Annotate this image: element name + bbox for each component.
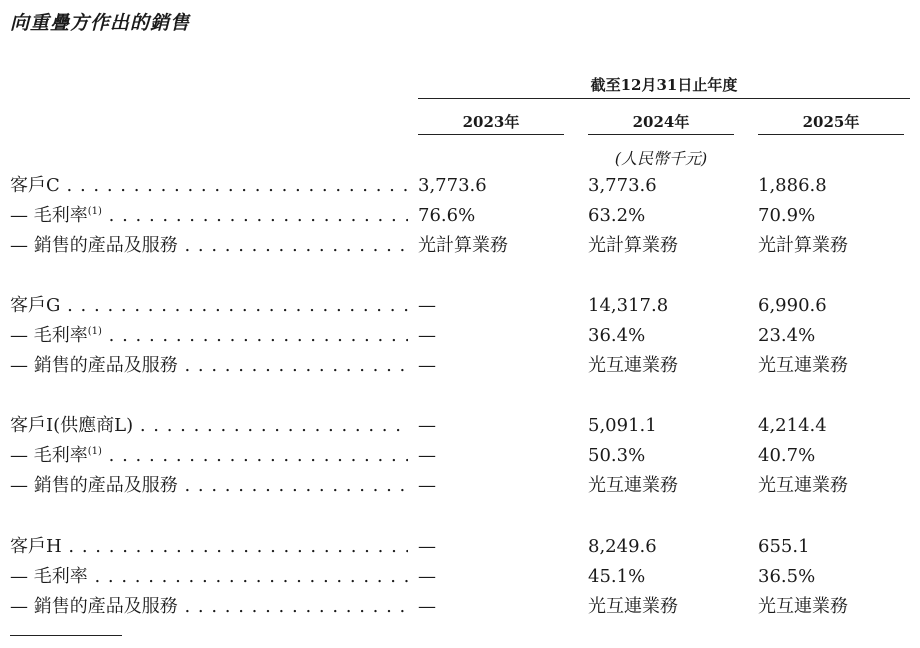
year-rule-2023 — [418, 134, 564, 135]
product-2024: 光互連業務 — [588, 355, 678, 376]
gross-margin-label: — 毛利率$^{(1)}$ . . . — [10, 443, 408, 469]
product-2025: 光互連業務 — [758, 355, 848, 376]
product-2024: 光互連業務 — [588, 596, 678, 617]
product-2024: 光計算業務 — [588, 235, 678, 256]
footnote-marker: (1) — [87, 446, 102, 457]
customer-name: 客戶H . . . — [10, 534, 408, 560]
revenue-2023: 3,773.6 — [418, 175, 487, 196]
year-header-2025: 2025年 — [802, 113, 860, 131]
revenue-2025: 4,214.4 — [758, 415, 827, 436]
margin-2025: 40.7% — [758, 445, 816, 466]
revenue-2025: 6,990.6 — [758, 295, 827, 316]
margin-2024: 36.4% — [588, 325, 646, 346]
revenue-2023: — — [418, 295, 436, 316]
margin-2025: 36.5% — [758, 566, 816, 587]
revenue-2023: — — [418, 536, 436, 557]
margin-2023: — — [418, 566, 436, 587]
product-2024: 光互連業務 — [588, 475, 678, 496]
product-2025: 光計算業務 — [758, 235, 848, 256]
revenue-2024: 3,773.6 — [588, 175, 657, 196]
section-title: 向重疊方作出的銷售 — [10, 12, 191, 34]
margin-2023: — — [418, 445, 436, 466]
product-2023: — — [418, 355, 436, 376]
gross-margin-label: — 毛利率$^{(1)}$ . . . — [10, 323, 408, 349]
product-2023: — — [418, 475, 436, 496]
gross-margin-label: — 毛利率$^{(1)}$ . . . — [10, 203, 408, 229]
margin-2024: 50.3% — [588, 445, 646, 466]
year-header-2024: 2024年 — [632, 113, 690, 131]
unit-label: (人民幣千元) — [614, 149, 708, 168]
customer-name: 客戶I(供應商L) . . . — [10, 413, 408, 439]
product-2025: 光互連業務 — [758, 475, 848, 496]
revenue-2025: 655.1 — [758, 536, 810, 557]
product-label: — 銷售的產品及服務 . . . — [10, 473, 408, 499]
margin-2024: 45.1% — [588, 566, 646, 587]
product-2023: 光計算業務 — [418, 235, 508, 256]
customer-name: 客戶C . . . — [10, 173, 408, 199]
product-2025: 光互連業務 — [758, 596, 848, 617]
margin-2025: 70.9% — [758, 205, 816, 226]
revenue-2024: 8,249.6 — [588, 536, 657, 557]
margin-2024: 63.2% — [588, 205, 646, 226]
margin-2023: 76.6% — [418, 205, 476, 226]
revenue-2023: — — [418, 415, 436, 436]
year-rule-2024 — [588, 134, 734, 135]
product-label: — 銷售的產品及服務 . . . — [10, 594, 408, 620]
gross-margin-label: — 毛利率 . . . — [10, 564, 408, 590]
customer-name: 客戶G . . . — [10, 293, 408, 319]
period-header: 截至12月31日止年度 — [590, 76, 738, 94]
footnote-separator — [10, 635, 122, 636]
footnote-marker: (1) — [87, 326, 102, 337]
product-label: — 銷售的產品及服務 . . . — [10, 353, 408, 379]
footnote-marker: (1) — [87, 206, 102, 217]
revenue-2025: 1,886.8 — [758, 175, 827, 196]
product-label: — 銷售的產品及服務 . . . — [10, 233, 408, 259]
year-header-2023: 2023年 — [462, 113, 520, 131]
margin-2023: — — [418, 325, 436, 346]
revenue-2024: 14,317.8 — [588, 295, 669, 316]
revenue-2024: 5,091.1 — [588, 415, 657, 436]
period-header-rule — [418, 98, 910, 99]
product-2023: — — [418, 596, 436, 617]
year-rule-2025 — [758, 134, 904, 135]
margin-2025: 23.4% — [758, 325, 816, 346]
